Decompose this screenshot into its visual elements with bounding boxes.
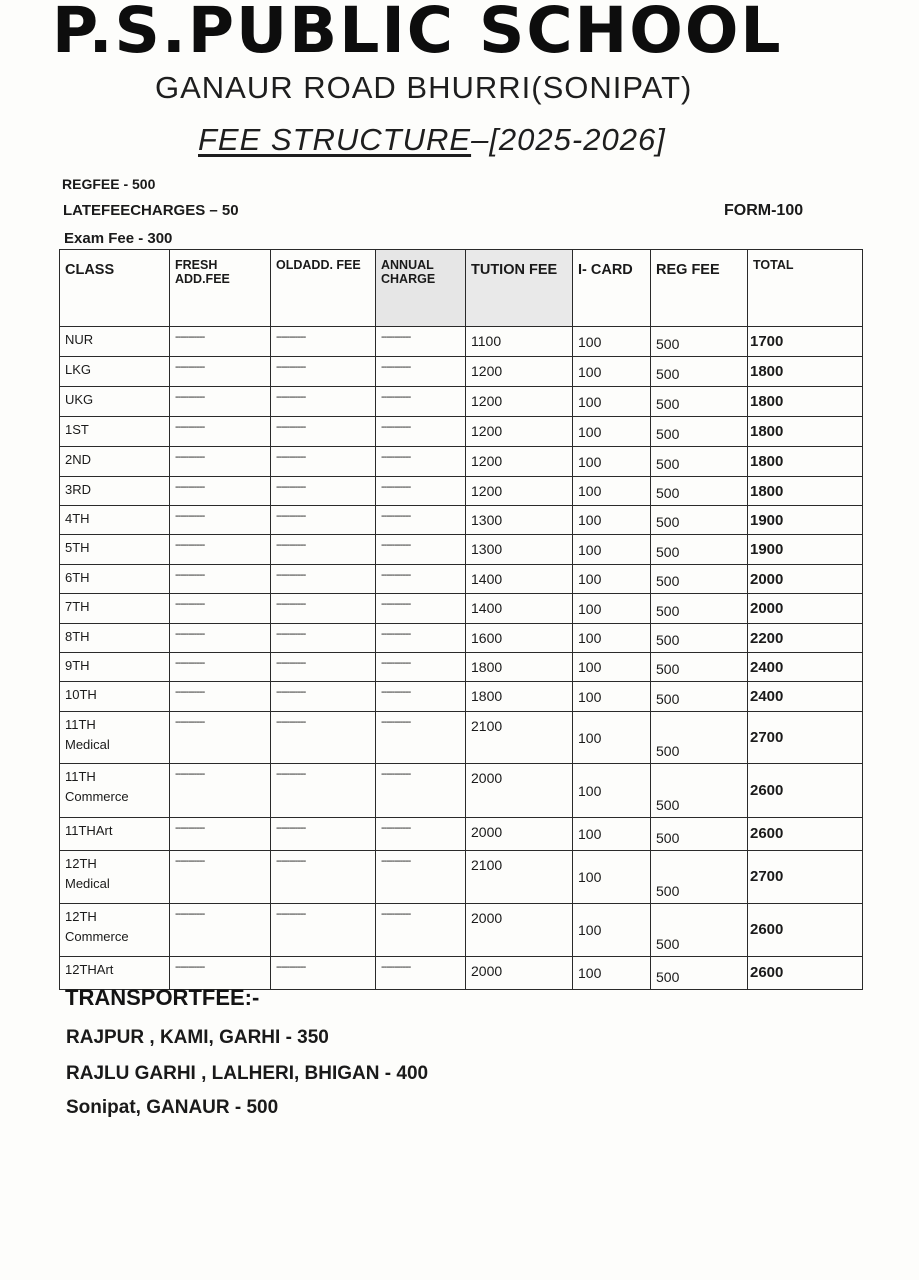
- registration-fee-note: REGFEE - 500: [62, 176, 156, 192]
- total-cell: 2400: [748, 653, 863, 682]
- annual-charge-cell: -----------: [376, 506, 466, 535]
- class-cell: [60, 817, 170, 850]
- old-add-fee-cell: -----------: [271, 850, 376, 903]
- class-cell: [60, 624, 170, 653]
- column-header-i-card: I- CARD: [573, 250, 651, 327]
- i-card-cell: 100: [573, 387, 651, 417]
- tution-fee-cell: 1100: [466, 327, 573, 357]
- annual-charge-cell: -----------: [376, 357, 466, 387]
- table-header-row: [60, 250, 863, 327]
- old-add-fee-cell: -----------: [271, 417, 376, 447]
- table-row: [60, 594, 863, 624]
- old-add-fee-cell: -----------: [271, 357, 376, 387]
- table-row: [60, 387, 863, 417]
- i-card-cell: 100: [573, 506, 651, 535]
- annual-charge-cell: -----------: [376, 387, 466, 417]
- table-row: [60, 764, 863, 817]
- class-name: LKG: [65, 362, 92, 378]
- total-cell: 2600: [748, 817, 863, 850]
- reg-fee-cell: 500: [651, 535, 748, 565]
- transport-fee-line: RAJPUR , KAMI, GARHI - 350: [66, 1027, 329, 1048]
- class-cell: [60, 903, 170, 956]
- class-name: 11TH: [65, 717, 96, 733]
- reg-fee-cell: 500: [651, 653, 748, 682]
- class-cell: [60, 594, 170, 624]
- i-card-cell: 100: [573, 417, 651, 447]
- tution-fee-cell: 1200: [466, 417, 573, 447]
- tution-fee-cell: 2100: [466, 712, 573, 764]
- fee-table: [59, 249, 863, 990]
- column-header-annual-charge: ANNUAL CHARGE: [376, 250, 466, 327]
- class-stream: Medical: [65, 875, 110, 891]
- old-add-fee-cell: -----------: [271, 387, 376, 417]
- tution-fee-cell: 2000: [466, 817, 573, 850]
- fresh-add-fee-cell: -----------: [170, 594, 271, 624]
- total-cell: 1800: [748, 417, 863, 447]
- total-cell: 2600: [748, 764, 863, 817]
- fresh-add-fee-cell: -----------: [170, 327, 271, 357]
- tution-fee-cell: 1200: [466, 447, 573, 477]
- reg-fee-cell: 500: [651, 712, 748, 764]
- table-row: [60, 447, 863, 477]
- tution-fee-cell: 1300: [466, 535, 573, 565]
- reg-fee-cell: 500: [651, 447, 748, 477]
- class-cell: [60, 447, 170, 477]
- annual-charge-cell: -----------: [376, 682, 466, 712]
- annual-charge-cell: -----------: [376, 850, 466, 903]
- total-cell: 1900: [748, 535, 863, 565]
- old-add-fee-cell: -----------: [271, 594, 376, 624]
- total-cell: 2700: [748, 850, 863, 903]
- fresh-add-fee-cell: -----------: [170, 447, 271, 477]
- class-name: NUR: [65, 332, 94, 347]
- annual-charge-cell: -----------: [376, 624, 466, 653]
- fresh-add-fee-cell: -----------: [170, 624, 271, 653]
- table-row: [60, 653, 863, 682]
- reg-fee-cell: 500: [651, 506, 748, 535]
- exam-fee-note: Exam Fee - 300: [64, 230, 173, 247]
- i-card-cell: 100: [573, 447, 651, 477]
- class-name: 11TH: [65, 769, 96, 785]
- fresh-add-fee-cell: -----------: [170, 712, 271, 764]
- fresh-add-fee-cell: -----------: [170, 850, 271, 903]
- tution-fee-cell: 1200: [466, 357, 573, 387]
- class-name: UKG: [65, 392, 94, 408]
- fresh-add-fee-cell: -----------: [170, 506, 271, 535]
- annual-charge-cell: -----------: [376, 817, 466, 850]
- class-cell: [60, 653, 170, 682]
- i-card-cell: 100: [573, 682, 651, 712]
- i-card-cell: 100: [573, 850, 651, 903]
- total-cell: 2400: [748, 682, 863, 712]
- column-header-tution-fee: TUTION FEE: [466, 250, 573, 327]
- i-card-cell: 100: [573, 764, 651, 817]
- i-card-cell: 100: [573, 327, 651, 357]
- fresh-add-fee-cell: -----------: [170, 682, 271, 712]
- old-add-fee-cell: -----------: [271, 764, 376, 817]
- table-row: [60, 327, 863, 357]
- annual-charge-cell: -----------: [376, 594, 466, 624]
- table-row: [60, 850, 863, 903]
- i-card-cell: 100: [573, 565, 651, 594]
- fresh-add-fee-cell: -----------: [170, 417, 271, 447]
- reg-fee-cell: 500: [651, 903, 748, 956]
- table-row: [60, 903, 863, 956]
- total-cell: 1900: [748, 506, 863, 535]
- old-add-fee-cell: -----------: [271, 447, 376, 477]
- tution-fee-cell: 2000: [466, 903, 573, 956]
- annual-charge-cell: -----------: [376, 327, 466, 357]
- table-row: [60, 477, 863, 506]
- class-cell: [60, 417, 170, 447]
- reg-fee-cell: 500: [651, 682, 748, 712]
- column-header-reg-fee: REG FEE: [651, 250, 748, 327]
- class-name: 10TH: [65, 687, 97, 703]
- table-row: [60, 624, 863, 653]
- annual-charge-cell: -----------: [376, 477, 466, 506]
- tution-fee-cell: 1200: [466, 477, 573, 506]
- old-add-fee-cell: -----------: [271, 903, 376, 956]
- reg-fee-cell: 500: [651, 477, 748, 506]
- reg-fee-cell: 500: [651, 565, 748, 594]
- form-fee-note: FORM-100: [724, 202, 804, 219]
- reg-fee-cell: 500: [651, 594, 748, 624]
- class-name: 11THArt: [65, 822, 113, 838]
- class-name: 12TH: [65, 908, 97, 924]
- class-name: 12THArt: [65, 961, 114, 977]
- old-add-fee-cell: -----------: [271, 327, 376, 357]
- fresh-add-fee-cell: -----------: [170, 535, 271, 565]
- class-stream: Medical: [65, 737, 110, 753]
- i-card-cell: 100: [573, 477, 651, 506]
- transport-fee-title: TRANSPORTFEE:-: [65, 985, 260, 1010]
- reg-fee-cell: 500: [651, 327, 748, 357]
- reg-fee-cell: 500: [651, 850, 748, 903]
- column-header-class: CLASS: [60, 250, 170, 327]
- class-name: 12TH: [65, 855, 97, 871]
- annual-charge-cell: -----------: [376, 653, 466, 682]
- late-fee-note: LATEFEECHARGES – 50: [63, 202, 239, 219]
- tution-fee-cell: 2000: [466, 956, 573, 989]
- school-address: GANAUR ROAD BHURRI(SONIPAT): [155, 70, 693, 105]
- class-name: 9TH: [65, 658, 90, 674]
- table-row: [60, 817, 863, 850]
- class-cell: [60, 387, 170, 417]
- table-row: [60, 417, 863, 447]
- tution-fee-cell: 1300: [466, 506, 573, 535]
- fresh-add-fee-cell: -----------: [170, 357, 271, 387]
- class-name: 2ND: [65, 452, 92, 468]
- total-cell: 1800: [748, 477, 863, 506]
- old-add-fee-cell: -----------: [271, 624, 376, 653]
- table-row: [60, 682, 863, 712]
- total-cell: 2600: [748, 956, 863, 989]
- class-stream: Commerce: [65, 789, 129, 805]
- tution-fee-cell: 1800: [466, 653, 573, 682]
- i-card-cell: 100: [573, 712, 651, 764]
- class-cell: [60, 682, 170, 712]
- i-card-cell: 100: [573, 653, 651, 682]
- class-name: 3RD: [65, 482, 92, 498]
- old-add-fee-cell: -----------: [271, 535, 376, 565]
- reg-fee-cell: 500: [651, 417, 748, 447]
- old-add-fee-cell: -----------: [271, 712, 376, 764]
- total-cell: 2000: [748, 565, 863, 594]
- tution-fee-cell: 1400: [466, 594, 573, 624]
- old-add-fee-cell: -----------: [271, 477, 376, 506]
- table-row: [60, 565, 863, 594]
- i-card-cell: 100: [573, 817, 651, 850]
- fresh-add-fee-cell: -----------: [170, 956, 271, 989]
- annual-charge-cell: -----------: [376, 417, 466, 447]
- class-name: 6TH: [65, 570, 90, 586]
- annual-charge-cell: -----------: [376, 565, 466, 594]
- fresh-add-fee-cell: -----------: [170, 764, 271, 817]
- table-row: [60, 712, 863, 764]
- total-cell: 1800: [748, 387, 863, 417]
- i-card-cell: 100: [573, 535, 651, 565]
- class-cell: [60, 327, 170, 357]
- total-cell: 1700: [748, 327, 863, 357]
- reg-fee-cell: 500: [651, 624, 748, 653]
- i-card-cell: 100: [573, 956, 651, 989]
- total-cell: 2700: [748, 712, 863, 764]
- reg-fee-cell: 500: [651, 387, 748, 417]
- old-add-fee-cell: -----------: [271, 506, 376, 535]
- tution-fee-cell: 2100: [466, 850, 573, 903]
- annual-charge-cell: -----------: [376, 447, 466, 477]
- table-row: [60, 535, 863, 565]
- tution-fee-cell: 1600: [466, 624, 573, 653]
- total-cell: 2200: [748, 624, 863, 653]
- fresh-add-fee-cell: -----------: [170, 653, 271, 682]
- fee-title-year: –[2025-2026]: [471, 122, 666, 157]
- annual-charge-cell: -----------: [376, 712, 466, 764]
- annual-charge-cell: -----------: [376, 956, 466, 989]
- class-name: 7TH: [65, 599, 90, 615]
- tution-fee-cell: 2000: [466, 764, 573, 817]
- column-header-fresh-add-fee: FRESH ADD.FEE: [170, 250, 271, 327]
- class-cell: [60, 357, 170, 387]
- class-cell: [60, 850, 170, 903]
- total-cell: 1800: [748, 447, 863, 477]
- fresh-add-fee-cell: -----------: [170, 387, 271, 417]
- transport-fee-line: Sonipat, GANAUR - 500: [66, 1097, 279, 1118]
- column-header-total: TOTAL: [748, 250, 863, 327]
- fee-title-main: FEE STRUCTURE: [198, 122, 472, 157]
- old-add-fee-cell: -----------: [271, 682, 376, 712]
- class-name: 1ST: [65, 422, 89, 438]
- i-card-cell: 100: [573, 357, 651, 387]
- fresh-add-fee-cell: -----------: [170, 565, 271, 594]
- class-cell: [60, 565, 170, 594]
- class-name: 5TH: [65, 540, 90, 556]
- old-add-fee-cell: -----------: [271, 817, 376, 850]
- old-add-fee-cell: -----------: [271, 653, 376, 682]
- i-card-cell: 100: [573, 903, 651, 956]
- class-name: 4TH: [65, 511, 90, 527]
- reg-fee-cell: 500: [651, 764, 748, 817]
- old-add-fee-cell: -----------: [271, 956, 376, 989]
- annual-charge-cell: -----------: [376, 903, 466, 956]
- class-name: 8TH: [65, 629, 90, 645]
- tution-fee-cell: 1400: [466, 565, 573, 594]
- fee-structure-title: [198, 122, 666, 158]
- class-cell: [60, 477, 170, 506]
- tution-fee-cell: 1800: [466, 682, 573, 712]
- fresh-add-fee-cell: -----------: [170, 477, 271, 506]
- school-name: P.S.PUBLIC SCHOOL: [52, 0, 783, 67]
- column-header-old-add-fee: OLDADD. FEE: [271, 250, 376, 327]
- class-cell: [60, 506, 170, 535]
- table-row: [60, 506, 863, 535]
- total-cell: 1800: [748, 357, 863, 387]
- class-stream: Commerce: [65, 928, 129, 944]
- reg-fee-cell: 500: [651, 357, 748, 387]
- transport-fee-line: RAJLU GARHI , LALHERI, BHIGAN - 400: [66, 1063, 429, 1084]
- annual-charge-cell: -----------: [376, 535, 466, 565]
- class-cell: [60, 535, 170, 565]
- total-cell: 2000: [748, 594, 863, 624]
- old-add-fee-cell: -----------: [271, 565, 376, 594]
- i-card-cell: 100: [573, 624, 651, 653]
- fresh-add-fee-cell: -----------: [170, 903, 271, 956]
- i-card-cell: 100: [573, 594, 651, 624]
- tution-fee-cell: 1200: [466, 387, 573, 417]
- class-cell: [60, 764, 170, 817]
- reg-fee-cell: 500: [651, 956, 748, 989]
- table-row: [60, 357, 863, 387]
- class-cell: [60, 712, 170, 764]
- fresh-add-fee-cell: -----------: [170, 817, 271, 850]
- annual-charge-cell: -----------: [376, 764, 466, 817]
- total-cell: 2600: [748, 903, 863, 956]
- reg-fee-cell: 500: [651, 817, 748, 850]
